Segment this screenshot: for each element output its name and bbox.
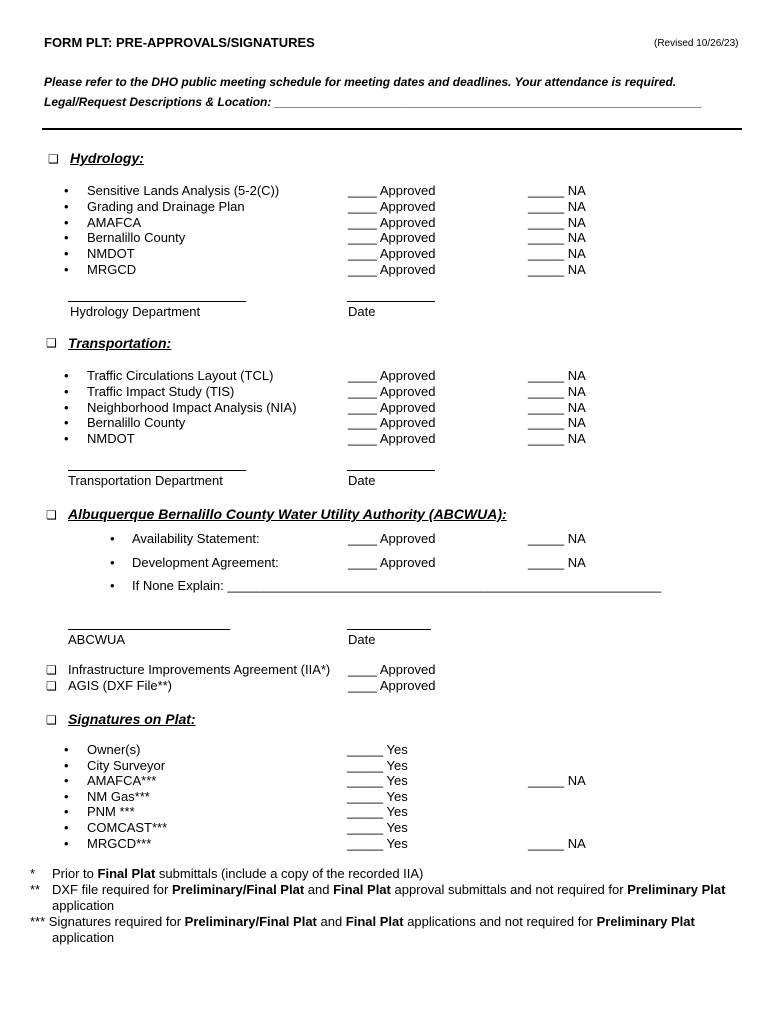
list-item-label: Availability Statement: [132,531,260,546]
yes-field-label: Yes [386,773,408,789]
bullet-icon: • [64,742,69,757]
yes-field-label: Yes [386,788,408,804]
na-field-blank[interactable]: _____ [528,399,565,415]
yes-field-label: Yes [386,820,408,835]
hydrology-signature-line [68,301,246,302]
approved-field-label: Approved [379,230,436,246]
approved-field[interactable] [348,262,435,277]
approved-field-blank[interactable]: ____ [348,383,377,399]
na-field[interactable] [528,773,586,788]
signatures-heading: Signatures on Plat: [68,711,196,727]
yes-field-label: Yes [386,757,408,773]
yes-field-blank[interactable]: _____ [347,788,384,804]
footnote-2-mark: ** [30,882,41,897]
approved-field-blank[interactable]: ____ [348,531,377,546]
bullet-icon: • [64,214,69,230]
hydrology-heading: Hydrology: [70,150,144,166]
list-item-label: MRGCD [87,262,137,277]
yes-field-blank[interactable]: _____ [347,804,384,820]
approved-field-blank[interactable]: ____ [348,262,377,277]
na-field[interactable] [528,836,586,851]
bullet-icon: • [110,531,115,546]
bullet-icon: • [64,262,69,277]
approved-blank[interactable]: ____ [348,678,377,693]
na-field-blank[interactable]: _____ [528,531,565,546]
footnote-3: *** Signatures required for Preliminary/Final Plat and Final Plat applications and not required for Preliminary Plat [30,914,695,929]
approved-field-blank[interactable]: ____ [348,399,377,415]
footnote-3-continued: application [52,930,115,945]
approved-field-label: Approved [379,431,436,447]
na-field-blank[interactable]: _____ [528,214,565,230]
bullet-icon: • [64,368,69,383]
na-field[interactable] [528,415,586,430]
na-field-blank[interactable]: _____ [528,246,565,262]
list-item-label: Traffic Circulations Layout (TCL) [87,368,274,383]
yes-field-blank[interactable]: _____ [347,773,384,789]
transportation-signature-line [68,470,246,471]
iia-label: Infrastructure Improvements Agreement (IIA*) [68,662,331,677]
list-item-label: City Surveyor [87,757,166,773]
approved-blank[interactable]: ____ [348,662,377,677]
abcwua-department-label: ABCWUA [68,632,126,647]
list-item-label: AMAFCA [87,214,142,230]
list-item-label: COMCAST*** [87,820,168,835]
na-field[interactable] [528,531,586,546]
na-field-label: NA [567,262,586,277]
approved-field-label: Approved [379,555,436,570]
na-field[interactable] [528,199,586,214]
list-item-label: PNM *** [87,804,135,820]
approved-field[interactable] [348,215,435,230]
yes-field[interactable] [347,773,408,788]
revised-date: (Revised 10/26/23) [654,38,739,49]
approved-field-label: Approved [379,531,436,546]
bullet-icon: • [64,431,69,447]
yes-field-blank[interactable]: _____ [347,835,384,851]
yes-field-label: Yes [386,835,408,851]
intro-line-2: Legal/Request Descriptions & Location: ________________________________________________________________ [44,95,702,109]
list-item-label: Owner(s) [87,742,141,757]
na-field-blank[interactable]: _____ [528,835,565,851]
yes-field-blank[interactable]: _____ [347,820,384,835]
yes-field-blank[interactable]: _____ [347,757,384,773]
iia-checkbox[interactable]: ❑ [46,663,57,677]
transportation-date-line [347,470,435,471]
bullet-icon: • [64,246,69,262]
na-field[interactable] [528,215,586,230]
approved-field-blank[interactable]: ____ [348,415,377,431]
bullet-icon: • [64,383,69,399]
na-field[interactable] [528,262,586,277]
list-item-label: NMDOT [87,246,135,262]
bullet-icon: • [64,198,69,214]
approved-field[interactable] [348,531,435,546]
na-field-label: NA [567,399,586,415]
yes-field[interactable] [347,789,408,804]
bullet-icon: • [64,183,69,198]
approved-field-blank[interactable]: ____ [348,246,377,262]
yes-field[interactable] [347,742,408,757]
approved-field-label: Approved [379,198,436,214]
approved-label: Approved [379,662,436,677]
abcwua-checkbox[interactable]: ❑ [46,508,57,522]
bullet-icon: • [64,835,69,851]
na-field[interactable] [528,400,586,415]
transportation-heading: Transportation: [68,335,172,351]
approved-field-blank[interactable]: ____ [348,555,377,570]
approved-field[interactable] [348,384,435,399]
approved-field-label: Approved [379,415,436,431]
bullet-icon: • [64,773,69,789]
list-item-label: Traffic Impact Study (TIS) [87,383,235,399]
agis-label: AGIS (DXF File**) [68,678,173,693]
list-item-label: Sensitive Lands Analysis (5-2(C)) [87,183,280,198]
footnote-2: DXF file required for Preliminary/Final Plat and Final Plat approval submittals and not required for Preliminary Plat [52,882,726,897]
approved-field-blank[interactable]: ____ [348,230,377,246]
approved-field-label: Approved [379,262,436,277]
na-field-blank[interactable]: _____ [528,262,565,277]
approved-field[interactable] [348,415,435,430]
approved-field-blank[interactable]: ____ [348,183,377,198]
bullet-icon: • [110,578,115,593]
transportation-department-label: Transportation Department [68,473,223,488]
approved-field-label: Approved [379,214,436,230]
transportation-checkbox[interactable]: ❑ [46,336,57,350]
yes-field[interactable] [347,820,408,835]
na-field-label: NA [567,368,586,383]
hydrology-checkbox[interactable]: ❑ [48,152,59,166]
signatures-checkbox[interactable]: ❑ [46,713,57,727]
bullet-icon: • [64,804,69,820]
approved-field[interactable] [348,199,435,214]
abcwua-heading: Albuquerque Bernalillo County Water Utility Authority (ABCWUA): [68,506,507,522]
yes-field-label: Yes [386,742,408,757]
yes-field-label: Yes [386,804,408,820]
na-field[interactable] [528,183,586,198]
approved-field[interactable] [348,230,435,245]
bullet-icon: • [64,788,69,804]
na-field-blank[interactable]: _____ [528,555,565,570]
na-field-label: NA [567,773,586,789]
approved-field-blank[interactable]: ____ [348,214,377,230]
na-field[interactable] [528,368,586,383]
na-field-label: NA [567,198,586,214]
bullet-icon: • [64,230,69,246]
na-field-blank[interactable]: _____ [528,431,565,447]
bullet-icon: • [64,399,69,415]
abcwua-date-label: Date [348,632,376,647]
approved-field[interactable] [348,555,435,570]
agis-approved[interactable] [348,678,435,693]
na-field[interactable] [528,555,586,570]
footnote-2-continued: application [52,898,115,913]
approved-field-label: Approved [379,246,436,262]
na-field-label: NA [567,835,586,851]
list-item-label: Neighborhood Impact Analysis (NIA) [87,399,297,415]
iia-approved[interactable] [348,662,435,677]
na-field[interactable] [528,246,586,261]
na-field-blank[interactable]: _____ [528,198,565,214]
bullet-icon: • [64,757,69,773]
list-item-label: Grading and Drainage Plan [87,198,245,214]
na-field-blank[interactable]: _____ [528,183,565,198]
na-field-blank[interactable]: _____ [528,415,565,431]
list-item-label: AMAFCA*** [87,773,157,789]
bullet-icon: • [64,415,69,431]
na-field-label: NA [567,246,586,262]
approved-field[interactable] [348,431,435,446]
na-field-label: NA [567,383,586,399]
form-title: FORM PLT: PRE-APPROVALS/SIGNATURES [44,35,315,50]
agis-checkbox[interactable]: ❑ [46,679,57,693]
bullet-icon: • [110,555,115,570]
list-item-label: NMDOT [87,431,135,447]
na-field[interactable] [528,230,586,245]
approved-field[interactable] [348,246,435,261]
list-item-label: Bernalillo County [87,415,186,431]
hydrology-date-label: Date [348,304,376,319]
abcwua-date-line [347,629,431,630]
na-field-label: NA [567,214,586,230]
approved-field-blank[interactable]: ____ [348,431,377,447]
na-field-blank[interactable]: _____ [528,230,565,246]
yes-field[interactable] [347,758,408,773]
list-item-label: Bernalillo County [87,230,186,246]
hydrology-date-line [347,301,435,302]
list-item-label: Development Agreement: [132,555,279,570]
approved-field[interactable] [348,400,435,415]
intro-line-1: Please refer to the DHO public meeting schedule for meeting dates and deadlines. Your attendance is required. [44,75,677,89]
yes-field[interactable] [347,836,408,851]
na-field-label: NA [567,431,586,447]
approved-field-blank[interactable]: ____ [348,368,377,383]
hydrology-department-label: Hydrology Department [70,304,201,319]
header-divider [42,128,742,130]
na-field[interactable] [528,384,586,399]
na-field-blank[interactable]: _____ [528,368,565,383]
abcwua-if-none-explain[interactable]: If None Explain: ____________________________________________________________ [132,578,662,593]
list-item-label: NM Gas*** [87,788,150,804]
na-field[interactable] [528,431,586,446]
na-field-label: NA [567,183,586,198]
approved-field-label: Approved [379,368,436,383]
na-field-label: NA [567,555,586,570]
approved-field-label: Approved [379,399,436,415]
approved-field[interactable] [348,368,435,383]
approved-field-blank[interactable]: ____ [348,198,377,214]
approved-field[interactable] [348,183,435,198]
approved-field-label: Approved [379,183,436,198]
abcwua-signature-line [68,629,230,630]
yes-field-blank[interactable]: _____ [347,742,384,757]
bullet-icon: • [64,820,69,835]
yes-field[interactable] [347,804,408,819]
list-item-label: MRGCD*** [87,835,152,851]
approved-label: Approved [379,678,436,693]
na-field-label: NA [567,531,586,546]
footnote-1-mark: * [30,866,36,881]
na-field-label: NA [567,230,586,246]
transportation-date-label: Date [348,473,376,488]
na-field-blank[interactable]: _____ [528,383,565,399]
na-field-label: NA [567,415,586,431]
na-field-blank[interactable]: _____ [528,773,565,789]
approved-field-label: Approved [379,383,436,399]
footnote-1: Prior to Final Plat submittals (include a copy of the recorded IIA) [52,866,424,881]
